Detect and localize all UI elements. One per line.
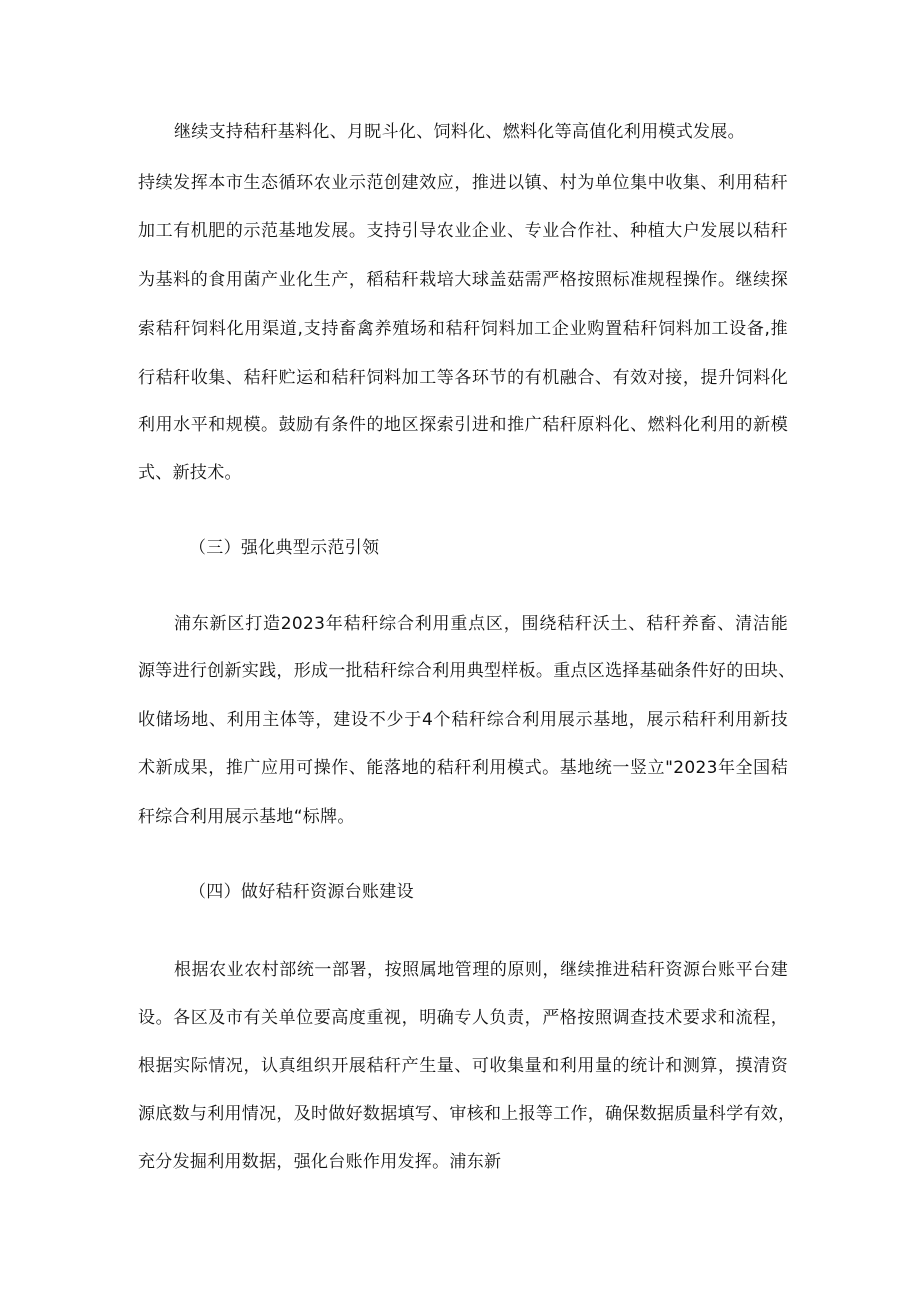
paragraph-line: 根据农业农村部统一部署，按照属地管理的原则，继续推进秸秆资源台账平台建 xyxy=(174,960,788,980)
paragraph-line: 源等进行创新实践，形成一批秸秆综合利用典型样板。重点区选择基础条件好的田块、 xyxy=(138,661,796,681)
section-heading-4: （四）做好秸秆资源台账建设 xyxy=(189,882,414,902)
paragraph-line: 术新成果，推广应用可操作、能落地的秸秆利用模式。基地统一竖立"2023年全国秸 xyxy=(138,758,788,778)
paragraph-line: 设。各区及市有关单位要高度重视，明确专人负责，严格按照调查技术要求和流程， xyxy=(138,1008,788,1028)
paragraph-line: 浦东新区打造2023年秸秆综合利用重点区，围绕秸秆沃土、秸秆养畜、清洁能 xyxy=(174,614,788,634)
paragraph-line: 收储场地、利用主体等，建设不少于4个秸秆综合利用展示基地，展示秸秆利用新技 xyxy=(138,710,788,730)
paragraph-line: 索秸秆饲料化用渠道,支持畜禽养殖场和秸秆饲料加工企业购置秸秆饲料加工设备,推 xyxy=(138,319,788,339)
paragraph-line: 行秸秆收集、秸秆贮运和秸秆饲料加工等各环节的有机融合、有效对接，提升饲料化 xyxy=(138,368,788,388)
paragraph-line: 源底数与利用情况，及时做好数据填写、审核和上报等工作，确保数据质量科学有效， xyxy=(138,1104,796,1124)
paragraph-line: 为基料的食用菌产业化生产，稻秸秆栽培大球盖菇需严格按照标准规程操作。继续探 xyxy=(138,270,788,290)
paragraph-line: 继续支持秸秆基料化、月眖斗化、饲料化、燃料化等高值化利用模式发展。 xyxy=(174,122,745,142)
section-heading-3: （三）强化典型示范引领 xyxy=(189,538,380,558)
paragraph-line: 根据实际情况，认真组织开展秸秆产生量、可收集量和利用量的统计和测算，摸清资 xyxy=(138,1056,788,1076)
paragraph-line: 加工有机肥的示范基地发展。支持引导农业企业、专业合作社、种植大户发展以秸秆 xyxy=(138,221,788,241)
paragraph-line: 持续发挥本市生态循环农业示范创建效应，推进以镇、村为单位集中收集、利用秸秆 xyxy=(138,173,788,193)
paragraph-line: 利用水平和规模。鼓励有条件的地区探索引进和推广秸秆原料化、燃料化利用的新模 xyxy=(138,415,788,435)
paragraph-line: 秆综合利用展示基地“标牌。 xyxy=(138,807,355,827)
paragraph-line: 充分发掘利用数据，强化台账作用发挥。浦东新 xyxy=(138,1152,502,1172)
paragraph-line: 式、新技术。 xyxy=(138,463,242,483)
